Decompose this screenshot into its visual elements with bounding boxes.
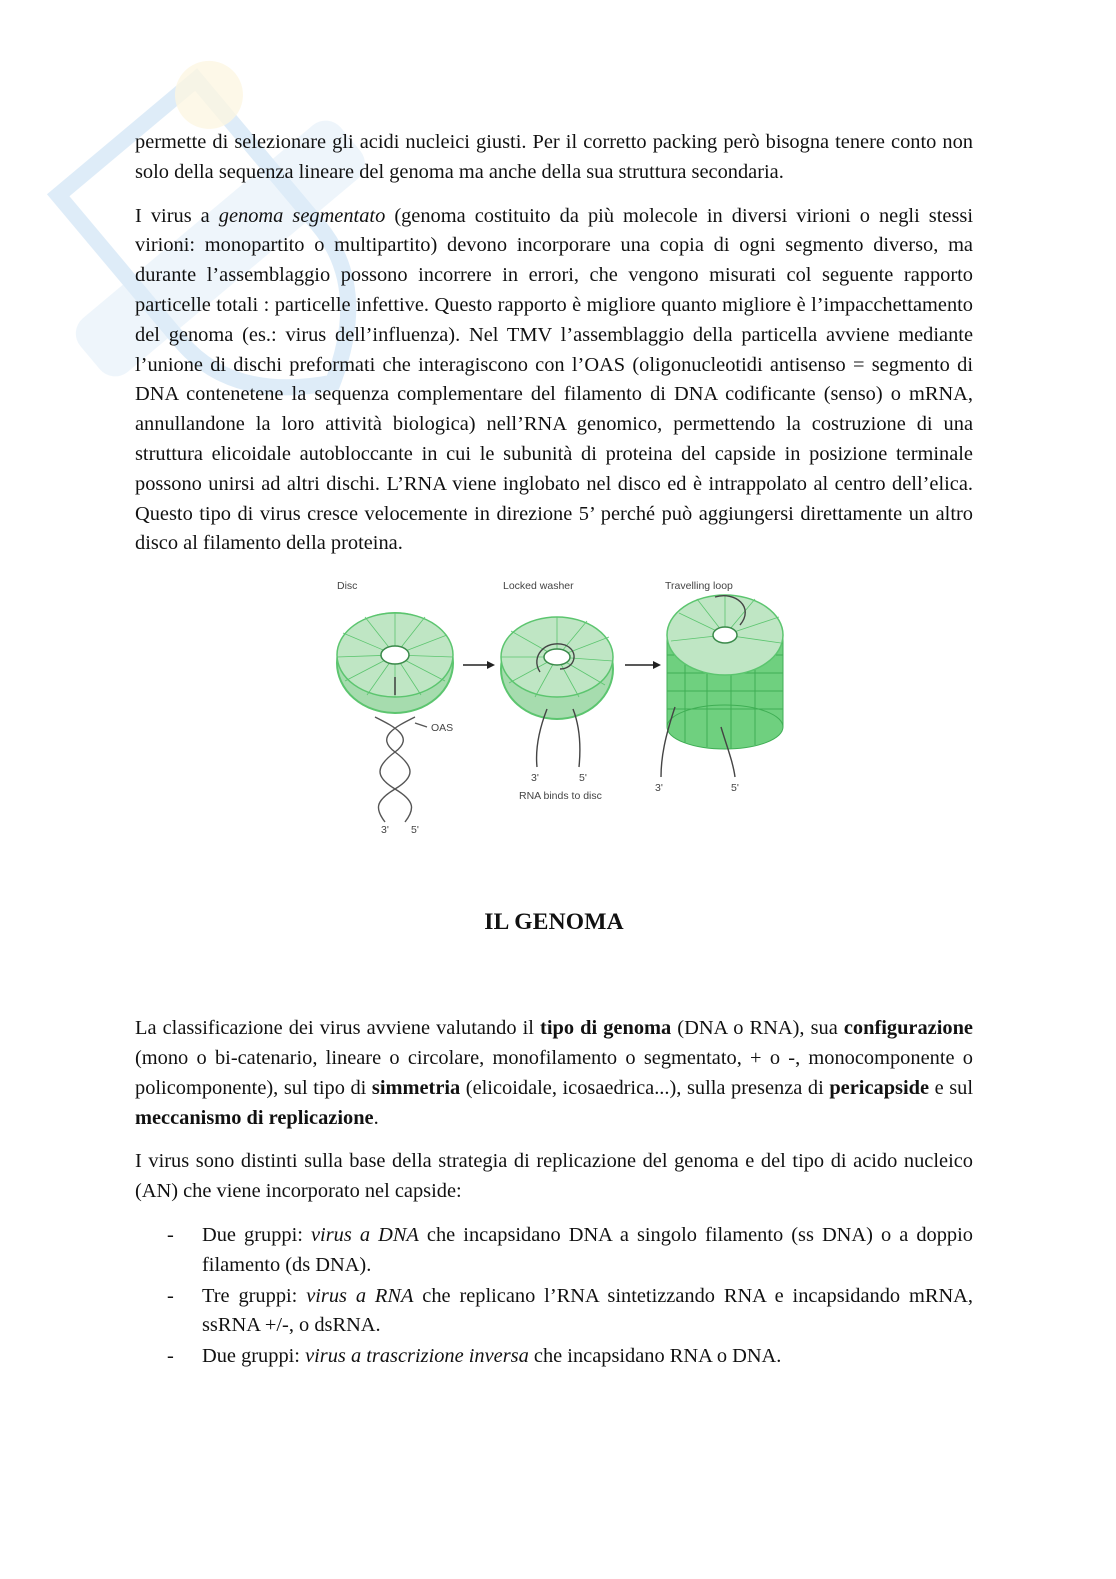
paragraph-3-text-4: (elicoidale, icosaedrica...), sulla presenza di [460, 1076, 830, 1099]
label-5-prime-disc: 5' [411, 824, 419, 837]
tmv-assembly-diagram [335, 577, 815, 837]
label-rna-binds-to-disc: RNA binds to disc [519, 790, 602, 803]
list-item-text: che replicano l’RNA sintetizzando RNA e incapsidando mRNA, ssRNA +/-, o dsRNA. [202, 1284, 973, 1337]
list-item-term: virus a DNA [311, 1223, 419, 1246]
section-title: IL GENOMA [484, 909, 624, 936]
term-tipo-di-genoma: tipo di genoma [540, 1017, 672, 1040]
paragraph-3-text-2: (DNA o RNA), sua [671, 1017, 844, 1040]
term-pericapside: pericapside [829, 1076, 930, 1099]
label-3-prime-disc: 3' [381, 824, 389, 837]
bullet-dash: - [167, 1223, 174, 1246]
list-item-text: Due gruppi: [202, 1223, 311, 1246]
virus-groups-list [135, 1221, 973, 1372]
paragraph-4-text: I virus sono distinti sulla base della strategia di replicazione del genoma e del tipo di acido nucleico (AN) che viene incorporato nel capside: [135, 1150, 973, 1203]
label-oas: OAS [431, 722, 454, 735]
paragraph-3-text-1: La classificazione dei virus avviene valutando il [135, 1017, 541, 1040]
paragraph-1 [135, 128, 973, 188]
label-disc: Disc [337, 580, 358, 593]
term-genoma-segmentato: genoma segmentato [218, 204, 386, 227]
bullet-dash: - [167, 1345, 174, 1368]
label-3-prime-washer: 3' [531, 772, 539, 785]
travelling-loop-stack-icon [661, 595, 783, 777]
tmv-assembly-figure [335, 577, 815, 837]
list-item-term: virus a RNA [306, 1284, 414, 1307]
arrow-right-icon [625, 661, 661, 669]
term-configurazione: configurazione [843, 1017, 973, 1040]
label-5-prime-washer: 5' [579, 772, 587, 785]
list-item [135, 1342, 973, 1372]
paragraph-2 [135, 202, 973, 560]
locked-washer-icon [501, 617, 613, 767]
list-item [135, 1221, 973, 1281]
list-item-text: Due gruppi: [202, 1345, 306, 1368]
label-locked-washer: Locked washer [503, 580, 574, 593]
list-item-text: Tre gruppi: [202, 1284, 307, 1307]
label-travelling-loop: Travelling loop [665, 580, 733, 593]
paragraph-2-text-rest: (genoma costituito da più molecole in diversi virioni o negli stessi virioni: monopartito o multipartito) devono incorporare una copia di ogni segmento diverso, ma durante l’assemblaggio possono incorrere in errori, che vengono misurati col seguente rapporto particelle totali : particelle infettive. Questo rapporto è migliore quanto migliore è l’impacchettamento del genoma (es.: virus dell’influenza). Nel TMV l’assemblaggio della particella avviene mediante l’unione di dischi preformati che interagiscono con l’OAS (oligonucleotidi antisenso = segmento di DNA contenetene la sequenza complementare del filamento di DNA codificante (senso) o mRNA, annullandone la loro attività biologica) nell’RNA genomico, permettendo la costruzione di una struttura elicoidale autobloccante in cui le subunità di proteina del capside in posizione terminale possono unirsi ad altri dischi. L’RNA viene inglobato nel disco ed è intrappolato al centro dell’elica. Questo tipo di virus cresce velocemente in direzione 5’ perché può aggiungersi direttamente un altro disco al filamento della proteina. [135, 204, 973, 555]
term-simmetria: simmetria [371, 1076, 461, 1099]
label-3-prime-loop: 3' [655, 782, 663, 795]
paragraph-1-text: permette di selezionare gli acidi nucleici giusti. Per il corretto packing però bisogna tenere conto non solo della sequenza lineare del genoma ma anche della sua struttura secondaria. [135, 131, 973, 183]
arrow-right-icon [463, 661, 495, 669]
disc-icon [337, 613, 453, 713]
paragraph-3-text-5: e sul [929, 1076, 974, 1099]
list-item [135, 1282, 973, 1342]
bullet-dash: - [167, 1284, 174, 1307]
paragraph-3-text-3: (mono o bi-catenario, lineare o circolare, monofilamento o segmentato, + o -, monocomponente o policomponente), sul tipo di [135, 1046, 973, 1099]
paragraph-2-text-start: I virus a [135, 204, 219, 227]
paragraph-3 [135, 1014, 973, 1133]
page-content [135, 128, 973, 1373]
term-meccanismo-di-replicazione: meccanismo di replicazione [135, 1106, 374, 1129]
list-item-term: virus a trascrizione inversa [305, 1345, 529, 1368]
paragraph-3-text-6: . [373, 1106, 379, 1129]
paragraph-4 [135, 1147, 973, 1207]
list-item-text: che incapsidano DNA a singolo filamento (ss DNA) o a doppio filamento (ds DNA). [202, 1223, 973, 1276]
label-5-prime-loop: 5' [731, 782, 739, 795]
list-item-text: che incapsidano RNA o DNA. [528, 1345, 782, 1368]
